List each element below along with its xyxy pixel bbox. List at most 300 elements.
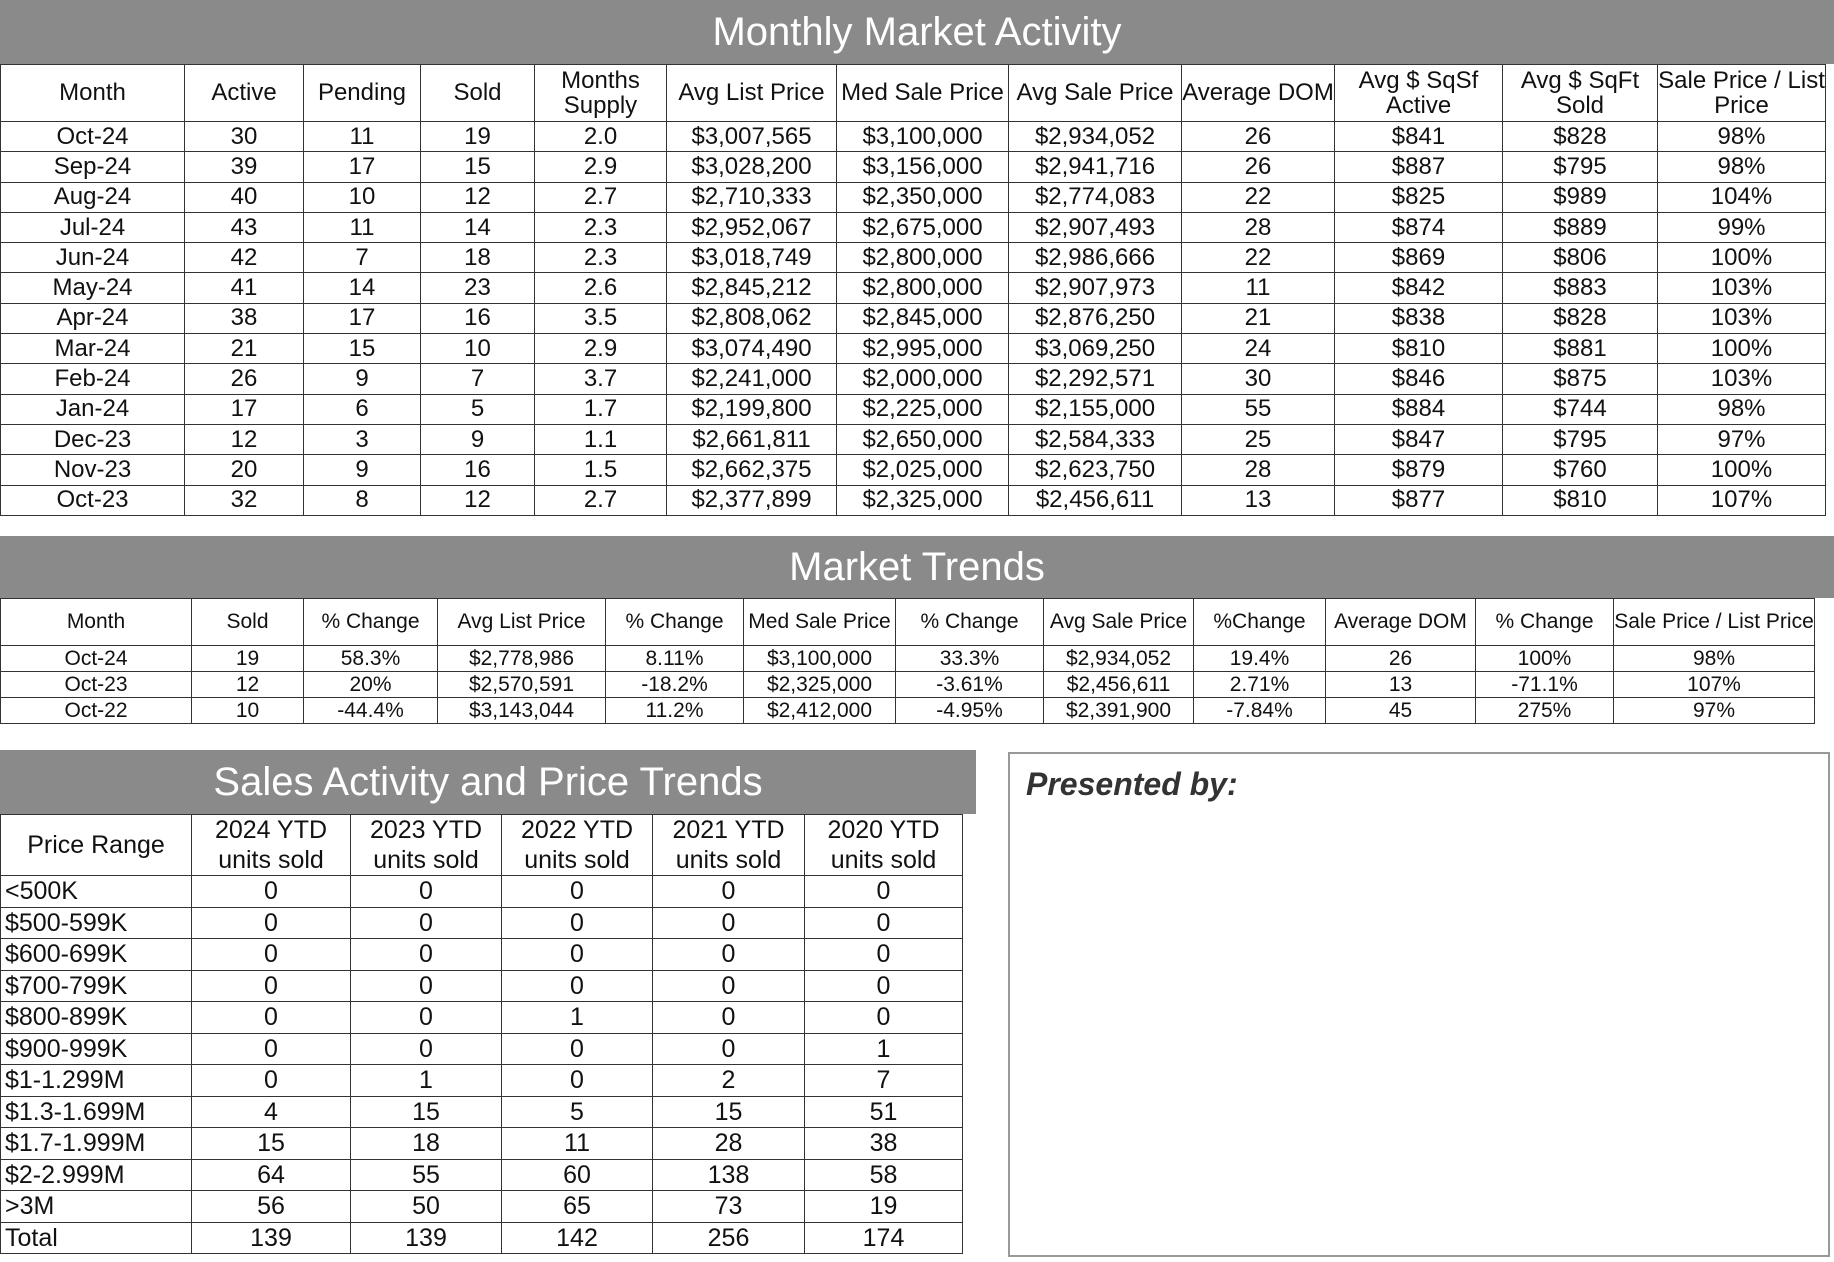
monthly-cell: $2,325,000: [837, 485, 1009, 515]
sales-cell: 139: [351, 1222, 502, 1254]
monthly-cell: 30: [185, 122, 304, 152]
sales-cell: $800-899K: [1, 1002, 192, 1034]
sales-cell: 0: [653, 1033, 805, 1065]
sales-header-cell: 2021 YTD units sold: [653, 815, 805, 876]
sales-cell: 38: [805, 1128, 963, 1160]
sales-cell: Total: [1, 1222, 192, 1254]
trends-cell: 11.2%: [606, 698, 744, 724]
monthly-cell: $3,028,200: [667, 152, 837, 182]
monthly-cell: 100%: [1658, 455, 1826, 485]
table-row: [1, 485, 1826, 515]
monthly-header-cell: Month: [1, 65, 185, 122]
monthly-header-cell: Med Sale Price: [837, 65, 1009, 122]
monthly-cell: $869: [1335, 243, 1503, 273]
monthly-cell: $810: [1503, 485, 1658, 515]
sales-cell: 0: [192, 970, 351, 1002]
trends-cell: 275%: [1476, 698, 1614, 724]
monthly-cell: 12: [185, 424, 304, 454]
sales-cell: 0: [192, 907, 351, 939]
monthly-cell: 10: [304, 182, 421, 212]
monthly-cell: $2,456,611: [1009, 485, 1182, 515]
monthly-cell: 17: [304, 303, 421, 333]
monthly-cell: $825: [1335, 182, 1503, 212]
header-row: [1, 815, 963, 876]
monthly-cell: 39: [185, 152, 304, 182]
trends-header-cell: % Change: [1476, 599, 1614, 646]
monthly-market-activity-table: [0, 64, 1826, 516]
monthly-cell: $3,007,565: [667, 122, 837, 152]
sales-cell: 0: [805, 939, 963, 971]
monthly-header-cell: Active: [185, 65, 304, 122]
monthly-cell: 17: [185, 394, 304, 424]
sales-cell: 0: [192, 1033, 351, 1065]
monthly-cell: 18: [421, 243, 535, 273]
sales-cell: 28: [653, 1128, 805, 1160]
trends-cell: $3,143,044: [438, 698, 606, 724]
sales-header-cell: Price Range: [1, 815, 192, 876]
monthly-cell: 14: [304, 273, 421, 303]
table-row: [1, 303, 1826, 333]
trends-cell: 97%: [1614, 698, 1815, 724]
monthly-header-cell: Avg List Price: [667, 65, 837, 122]
sales-cell: 0: [653, 970, 805, 1002]
monthly-cell: 32: [185, 485, 304, 515]
sales-cell: 65: [502, 1191, 653, 1223]
monthly-cell: $877: [1335, 485, 1503, 515]
sales-cell: 142: [502, 1222, 653, 1254]
monthly-cell: 14: [421, 212, 535, 242]
sales-cell: $1.7-1.999M: [1, 1128, 192, 1160]
sales-cell: $700-799K: [1, 970, 192, 1002]
table-row: [1, 455, 1826, 485]
sales-header-cell: 2023 YTD units sold: [351, 815, 502, 876]
monthly-table-header: [1, 65, 1826, 122]
monthly-cell: 16: [421, 303, 535, 333]
sales-cell: <500K: [1, 876, 192, 908]
monthly-cell: $3,156,000: [837, 152, 1009, 182]
sales-cell: 0: [653, 1002, 805, 1034]
sales-cell: 0: [502, 939, 653, 971]
table-row: [1, 152, 1826, 182]
table-row: [1, 876, 963, 908]
monthly-cell: 10: [421, 334, 535, 364]
market-trends-table: [0, 598, 1815, 724]
monthly-cell: 99%: [1658, 212, 1826, 242]
trends-cell: $2,391,900: [1044, 698, 1194, 724]
table-row: [1, 1033, 963, 1065]
sales-cell: 1: [502, 1002, 653, 1034]
sales-cell: 11: [502, 1128, 653, 1160]
sales-cell: 15: [351, 1096, 502, 1128]
monthly-cell: 3.7: [535, 364, 667, 394]
trends-header-cell: Med Sale Price: [744, 599, 896, 646]
sales-cell: 1: [805, 1033, 963, 1065]
sales-cell: $1-1.299M: [1, 1065, 192, 1097]
trends-header-cell: Avg List Price: [438, 599, 606, 646]
monthly-cell: $2,199,800: [667, 394, 837, 424]
monthly-cell: $2,292,571: [1009, 364, 1182, 394]
sales-cell: 0: [502, 907, 653, 939]
monthly-cell: $2,623,750: [1009, 455, 1182, 485]
monthly-cell: 98%: [1658, 122, 1826, 152]
monthly-cell: $806: [1503, 243, 1658, 273]
trends-table-header: [1, 599, 1815, 646]
table-row: [1, 1002, 963, 1034]
table-row: [1, 1096, 963, 1128]
monthly-cell: Jan-24: [1, 394, 185, 424]
monthly-cell: $2,845,212: [667, 273, 837, 303]
table-row: [1, 646, 1815, 672]
monthly-header-cell: Pending: [304, 65, 421, 122]
monthly-cell: $2,986,666: [1009, 243, 1182, 273]
monthly-cell: Mar-24: [1, 334, 185, 364]
monthly-cell: 26: [185, 364, 304, 394]
sales-cell: 256: [653, 1222, 805, 1254]
monthly-cell: 7: [421, 364, 535, 394]
sales-cell: 0: [192, 939, 351, 971]
monthly-cell: $841: [1335, 122, 1503, 152]
sales-cell: 2: [653, 1065, 805, 1097]
monthly-cell: $2,000,000: [837, 364, 1009, 394]
monthly-cell: $795: [1503, 424, 1658, 454]
monthly-cell: 100%: [1658, 243, 1826, 273]
monthly-cell: 55: [1182, 394, 1335, 424]
monthly-cell: 40: [185, 182, 304, 212]
monthly-cell: 19: [421, 122, 535, 152]
monthly-header-cell: Average DOM: [1182, 65, 1335, 122]
trends-cell: 10: [192, 698, 304, 724]
monthly-cell: $2,025,000: [837, 455, 1009, 485]
table-row: [1, 672, 1815, 698]
monthly-cell: 1.7: [535, 394, 667, 424]
table-row: [1, 364, 1826, 394]
monthly-cell: 8: [304, 485, 421, 515]
monthly-cell: $744: [1503, 394, 1658, 424]
sales-cell: 73: [653, 1191, 805, 1223]
monthly-cell: 98%: [1658, 152, 1826, 182]
monthly-cell: Jul-24: [1, 212, 185, 242]
monthly-cell: Nov-23: [1, 455, 185, 485]
sales-cell: 0: [351, 907, 502, 939]
monthly-cell: $846: [1335, 364, 1503, 394]
monthly-cell: $2,241,000: [667, 364, 837, 394]
sales-cell: 0: [805, 1002, 963, 1034]
monthly-cell: $989: [1503, 182, 1658, 212]
sales-cell: 0: [805, 907, 963, 939]
monthly-cell: $2,155,000: [1009, 394, 1182, 424]
table-row: [1, 1128, 963, 1160]
sales-cell: 0: [351, 970, 502, 1002]
monthly-cell: 3.5: [535, 303, 667, 333]
sales-cell: 56: [192, 1191, 351, 1223]
sales-cell: 174: [805, 1222, 963, 1254]
monthly-cell: 1.5: [535, 455, 667, 485]
monthly-cell: $2,662,375: [667, 455, 837, 485]
trends-cell: $3,100,000: [744, 646, 896, 672]
trends-cell: 2.71%: [1194, 672, 1326, 698]
trends-cell: 45: [1326, 698, 1476, 724]
trends-header-cell: Sale Price / List Price: [1614, 599, 1815, 646]
monthly-cell: 21: [185, 334, 304, 364]
monthly-cell: 38: [185, 303, 304, 333]
monthly-cell: Dec-23: [1, 424, 185, 454]
trends-header-cell: %Change: [1194, 599, 1326, 646]
monthly-cell: 103%: [1658, 364, 1826, 394]
monthly-market-activity-title: Monthly Market Activity: [0, 0, 1834, 64]
monthly-cell: 98%: [1658, 394, 1826, 424]
sales-cell: 55: [351, 1159, 502, 1191]
trends-header-cell: Month: [1, 599, 192, 646]
table-row: [1, 243, 1826, 273]
sales-cell: 1: [351, 1065, 502, 1097]
trends-cell: 33.3%: [896, 646, 1044, 672]
sales-cell: 0: [805, 876, 963, 908]
sales-cell: 19: [805, 1191, 963, 1223]
header-row: [1, 65, 1826, 122]
monthly-cell: 12: [421, 485, 535, 515]
monthly-header-cell: Avg Sale Price: [1009, 65, 1182, 122]
sales-table-header: [1, 815, 963, 876]
monthly-cell: 104%: [1658, 182, 1826, 212]
sales-cell: 139: [192, 1222, 351, 1254]
monthly-cell: 103%: [1658, 273, 1826, 303]
monthly-cell: 5: [421, 394, 535, 424]
sales-cell: $1.3-1.699M: [1, 1096, 192, 1128]
table-row: [1, 1222, 963, 1254]
sales-cell: 7: [805, 1065, 963, 1097]
sales-activity-title: Sales Activity and Price Trends: [0, 750, 976, 814]
sales-cell: 0: [653, 907, 805, 939]
monthly-cell: $2,350,000: [837, 182, 1009, 212]
table-row: [1, 394, 1826, 424]
trends-header-cell: Sold: [192, 599, 304, 646]
sales-cell: >3M: [1, 1191, 192, 1223]
sales-cell: 0: [351, 1033, 502, 1065]
table-row: [1, 424, 1826, 454]
sales-cell: 5: [502, 1096, 653, 1128]
sales-header-cell: 2022 YTD units sold: [502, 815, 653, 876]
monthly-cell: 97%: [1658, 424, 1826, 454]
sales-cell: $2-2.999M: [1, 1159, 192, 1191]
monthly-cell: 20: [185, 455, 304, 485]
monthly-cell: $2,774,083: [1009, 182, 1182, 212]
monthly-cell: $2,661,811: [667, 424, 837, 454]
table-row: [1, 1065, 963, 1097]
monthly-cell: 15: [421, 152, 535, 182]
trends-cell: $2,570,591: [438, 672, 606, 698]
table-row: [1, 273, 1826, 303]
sales-cell: 0: [192, 876, 351, 908]
monthly-cell: $2,675,000: [837, 212, 1009, 242]
sales-cell: 0: [351, 939, 502, 971]
monthly-cell: $2,710,333: [667, 182, 837, 212]
trends-cell: -18.2%: [606, 672, 744, 698]
monthly-header-cell: Months Supply: [535, 65, 667, 122]
table-row: [1, 122, 1826, 152]
trends-cell: $2,934,052: [1044, 646, 1194, 672]
trends-cell: -44.4%: [304, 698, 438, 724]
monthly-header-cell: Sold: [421, 65, 535, 122]
trends-cell: 19.4%: [1194, 646, 1326, 672]
sales-cell: 0: [192, 1002, 351, 1034]
trends-table-body: [1, 646, 1815, 724]
monthly-cell: $2,845,000: [837, 303, 1009, 333]
monthly-cell: 11: [1182, 273, 1335, 303]
monthly-cell: 7: [304, 243, 421, 273]
monthly-cell: $828: [1503, 122, 1658, 152]
table-row: [1, 212, 1826, 242]
sales-activity-table: [0, 814, 963, 1254]
monthly-cell: $810: [1335, 334, 1503, 364]
sales-cell: $900-999K: [1, 1033, 192, 1065]
trends-cell: 13: [1326, 672, 1476, 698]
table-row: [1, 698, 1815, 724]
sales-cell: 0: [805, 970, 963, 1002]
sales-cell: 50: [351, 1191, 502, 1223]
monthly-cell: 11: [304, 122, 421, 152]
sales-cell: 0: [653, 876, 805, 908]
monthly-cell: $879: [1335, 455, 1503, 485]
table-row: [1, 1191, 963, 1223]
trends-cell: $2,778,986: [438, 646, 606, 672]
monthly-cell: $3,074,490: [667, 334, 837, 364]
monthly-cell: 21: [1182, 303, 1335, 333]
table-row: [1, 907, 963, 939]
monthly-cell: 2.3: [535, 243, 667, 273]
monthly-cell: 1.1: [535, 424, 667, 454]
table-row: [1, 970, 963, 1002]
monthly-cell: 25: [1182, 424, 1335, 454]
trends-header-cell: % Change: [896, 599, 1044, 646]
monthly-cell: 26: [1182, 122, 1335, 152]
monthly-cell: Sep-24: [1, 152, 185, 182]
monthly-cell: $828: [1503, 303, 1658, 333]
monthly-cell: Feb-24: [1, 364, 185, 394]
sales-cell: 15: [192, 1128, 351, 1160]
monthly-cell: 28: [1182, 212, 1335, 242]
sales-header-cell: 2020 YTD units sold: [805, 815, 963, 876]
monthly-cell: $884: [1335, 394, 1503, 424]
monthly-cell: 9: [304, 364, 421, 394]
monthly-cell: 2.0: [535, 122, 667, 152]
trends-cell: 26: [1326, 646, 1476, 672]
trends-cell: $2,456,611: [1044, 672, 1194, 698]
monthly-cell: $889: [1503, 212, 1658, 242]
monthly-cell: 17: [304, 152, 421, 182]
monthly-cell: $2,941,716: [1009, 152, 1182, 182]
sales-cell: 0: [351, 1002, 502, 1034]
sales-cell: 51: [805, 1096, 963, 1128]
monthly-cell: $2,952,067: [667, 212, 837, 242]
monthly-cell: 13: [1182, 485, 1335, 515]
table-row: [1, 334, 1826, 364]
monthly-cell: $2,800,000: [837, 273, 1009, 303]
sales-cell: 0: [502, 1065, 653, 1097]
monthly-cell: $2,584,333: [1009, 424, 1182, 454]
sales-cell: 0: [351, 876, 502, 908]
monthly-cell: $883: [1503, 273, 1658, 303]
market-trends-title: Market Trends: [0, 536, 1834, 598]
trends-cell: Oct-23: [1, 672, 192, 698]
trends-cell: 58.3%: [304, 646, 438, 672]
monthly-cell: $795: [1503, 152, 1658, 182]
monthly-cell: 2.9: [535, 334, 667, 364]
monthly-cell: $3,018,749: [667, 243, 837, 273]
trends-cell: 20%: [304, 672, 438, 698]
monthly-cell: 22: [1182, 243, 1335, 273]
monthly-cell: 23: [421, 273, 535, 303]
trends-cell: -7.84%: [1194, 698, 1326, 724]
header-row: [1, 599, 1815, 646]
trends-cell: -71.1%: [1476, 672, 1614, 698]
monthly-cell: 2.7: [535, 485, 667, 515]
trends-cell: $2,412,000: [744, 698, 896, 724]
sales-header-cell: 2024 YTD units sold: [192, 815, 351, 876]
monthly-cell: $2,225,000: [837, 394, 1009, 424]
monthly-cell: $2,650,000: [837, 424, 1009, 454]
monthly-cell: $881: [1503, 334, 1658, 364]
monthly-cell: 26: [1182, 152, 1335, 182]
sales-cell: 18: [351, 1128, 502, 1160]
monthly-cell: $838: [1335, 303, 1503, 333]
sales-cell: 0: [192, 1065, 351, 1097]
sales-cell: 0: [502, 1033, 653, 1065]
monthly-cell: 16: [421, 455, 535, 485]
sales-cell: 0: [502, 970, 653, 1002]
monthly-header-cell: Sale Price / List Price: [1658, 65, 1826, 122]
monthly-cell: $2,934,052: [1009, 122, 1182, 152]
monthly-cell: $874: [1335, 212, 1503, 242]
monthly-cell: $875: [1503, 364, 1658, 394]
trends-cell: Oct-22: [1, 698, 192, 724]
monthly-cell: 100%: [1658, 334, 1826, 364]
monthly-cell: $842: [1335, 273, 1503, 303]
monthly-cell: 2.7: [535, 182, 667, 212]
monthly-cell: $887: [1335, 152, 1503, 182]
monthly-cell: 41: [185, 273, 304, 303]
monthly-cell: 6: [304, 394, 421, 424]
monthly-table-body: [1, 122, 1826, 516]
sales-cell: 60: [502, 1159, 653, 1191]
trends-cell: 19: [192, 646, 304, 672]
monthly-cell: $2,907,493: [1009, 212, 1182, 242]
monthly-cell: $3,069,250: [1009, 334, 1182, 364]
monthly-header-cell: Avg $ SqSf Active: [1335, 65, 1503, 122]
trends-cell: Oct-24: [1, 646, 192, 672]
monthly-cell: 12: [421, 182, 535, 212]
monthly-cell: $2,800,000: [837, 243, 1009, 273]
trends-cell: -4.95%: [896, 698, 1044, 724]
presented-by-box: [1008, 752, 1830, 1257]
sales-cell: 64: [192, 1159, 351, 1191]
monthly-cell: 42: [185, 243, 304, 273]
presented-by-label: Presented by:: [1026, 766, 1238, 802]
sales-cell: 0: [502, 876, 653, 908]
monthly-cell: May-24: [1, 273, 185, 303]
trends-header-cell: % Change: [606, 599, 744, 646]
monthly-cell: 11: [304, 212, 421, 242]
monthly-cell: 43: [185, 212, 304, 242]
monthly-cell: $2,808,062: [667, 303, 837, 333]
trends-header-cell: Avg Sale Price: [1044, 599, 1194, 646]
sales-cell: 138: [653, 1159, 805, 1191]
trends-cell: $2,325,000: [744, 672, 896, 698]
monthly-cell: $2,907,973: [1009, 273, 1182, 303]
monthly-cell: $2,876,250: [1009, 303, 1182, 333]
trends-cell: 12: [192, 672, 304, 698]
monthly-cell: 28: [1182, 455, 1335, 485]
sales-cell: 0: [653, 939, 805, 971]
